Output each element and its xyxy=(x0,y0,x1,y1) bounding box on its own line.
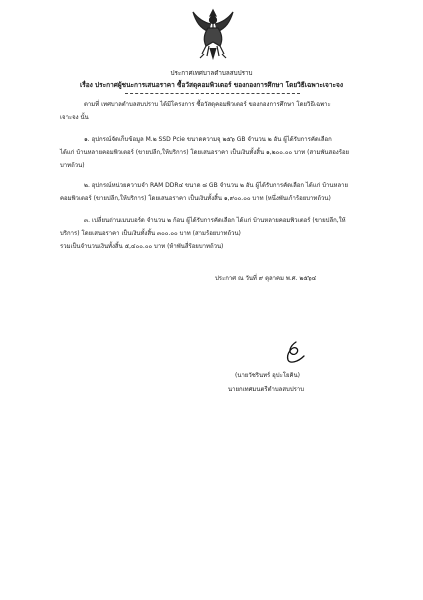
item-1-paragraph xyxy=(60,133,370,172)
separator-line xyxy=(125,93,300,94)
item-2-line: ๒. อุปกรณ์หน่วยความจำ RAM DDR๔ ขนาด ๘ GB จำนวน ๒ อัน ผู้ได้รับการคัดเลือก ได้แก่ บ้านหลาย xyxy=(84,182,349,189)
item-1-line: บาทถ้วน) xyxy=(60,162,85,169)
signer-position: นายกเทศมนตรีตำบลสบปราบ xyxy=(228,386,305,393)
garuda-emblem-icon xyxy=(190,8,236,60)
item-2-line: คอมพิวเตอร์ (ขายปลีก,ให้บริการ) โดยเสนอราคา เป็นเงินทั้งสิ้น ๑,๙๐๐.๐๐ บาท (หนึ่งพันเก้าร้อยบาทถ้วน) xyxy=(60,195,331,202)
item-3-paragraph xyxy=(60,214,370,253)
intro-paragraph xyxy=(60,98,370,124)
intro-line: เจาะจง นั้น xyxy=(60,114,89,121)
organization-header: ประกาศเทศบาลตำบลสบปราบ xyxy=(170,70,253,77)
announcement-date: ประกาศ ณ วันที่ ๙ ตุลาคม พ.ศ. ๒๕๖๔ xyxy=(215,275,317,282)
item-1-line: ๑. อุปกรณ์จัดเก็บข้อมูล M.๒ SSD Pcie ขนาดความจุ ๒๕๖ GB จำนวน ๒ อัน ผู้ได้รับการคัดเลือก xyxy=(84,136,332,143)
signer-name: (นายวัชรินทร์ อุปะโยคิน) xyxy=(235,372,301,379)
item-3-line: บริการ) โดยเสนอราคา เป็นเงินทั้งสิ้น ๓๐๐.๐๐ บาท (สามร้อยบาทถ้วน) xyxy=(60,230,241,237)
signature-icon xyxy=(278,340,308,366)
item-2-paragraph xyxy=(60,179,370,205)
item-1-line: ได้แก่ บ้านหลายคอมพิวเตอร์ (ขายปลีก,ให้บริการ) โดยเสนอราคา เป็นเงินทั้งสิ้น ๑,๒๐๐.๐๐ บาท (สามพันสองร้อย xyxy=(60,149,350,156)
total-line: รวมเป็นจำนวนเงินทั้งสิ้น ๕,๔๐๐.๐๐ บาท (ห้าพันสี่ร้อยบาทถ้วน) xyxy=(60,243,224,250)
intro-line: ตามที่ เทศบาลตำบลสบปราบ ได้มีโครงการ ซื้อวัสดุคอมพิวเตอร์ ของกองการศึกษา โดยวิธีเฉพาะ xyxy=(84,101,331,108)
item-3-line: ๓. เปลี่ยนถ่านเมนบอร์ด จำนวน ๒ ก้อน ผู้ได้รับการคัดเลือก ได้แก่ บ้านหลายคอมพิวเตอร์ (ขายปลีก,ให้ xyxy=(84,217,346,224)
document-subject: เรื่อง ประกาศผู้ชนะการเสนอราคา ซื้อวัสดุคอมพิวเตอร์ ของกองการศึกษา โดยวิธีเฉพาะเจาะจง xyxy=(79,81,343,89)
